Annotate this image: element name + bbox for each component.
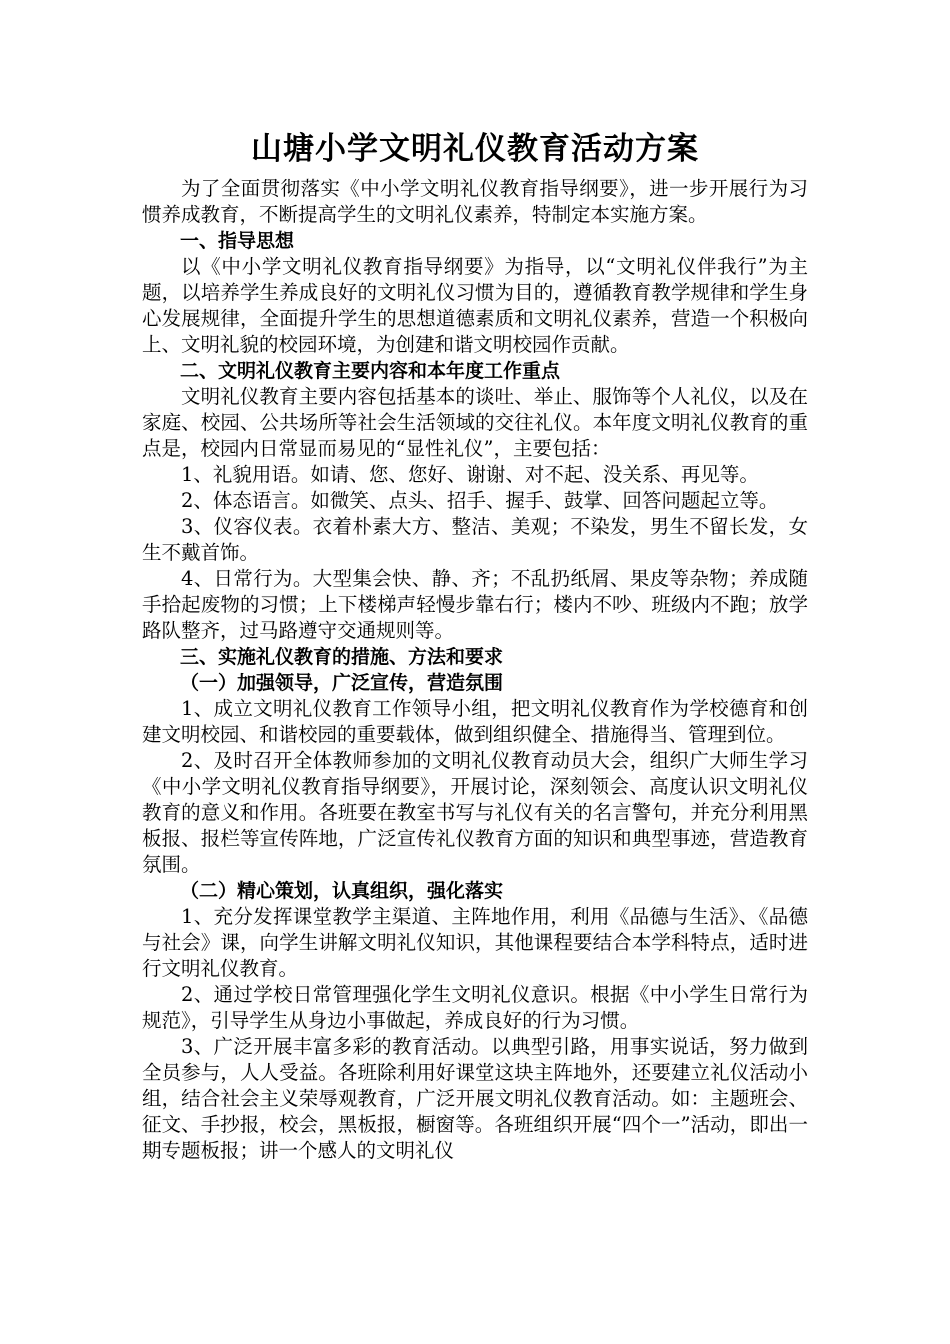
list-item-daily-behavior: 4、日常行为。大型集会快、静、齐；不乱扔纸屑、果皮等杂物；养成随手拾起废物的习惯；上下楼梯声轻慢步靠右行；楼内不吵、班级内不跑；放学路队整齐，过马路遵守交通规则等。 — [142, 567, 808, 642]
list-item-appearance: 3、仪容仪表。衣着朴素大方、整洁、美观；不染发，男生不留长发，女生不戴首饰。 — [142, 515, 808, 564]
section-heading-guiding-ideology: 一、指导思想 — [180, 230, 295, 252]
section-heading-measures: 三、实施礼仪教育的措施、方法和要求 — [180, 646, 504, 668]
list-item-mobilization-meeting: 2、及时召开全体教师参加的文明礼仪教育动员大会，组织广大师生学习《中小学文明礼仪教育指导纲要》，开展讨论，深刻领会、高度认识文明礼仪教育的意义和作用。各班要在教室书写与礼仪有关的名言警句，并充分利用黑板报、报栏等宣传阵地，广泛宣传礼仪教育方面的知识和典型事迹，营造教育氛围。 — [142, 749, 808, 876]
list-item-classroom-teaching: 1、充分发挥课堂教学主渠道、主阵地作用，利用《品德与生活》、《品德与社会》课，向学生讲解文明礼仪知识，其他课程要结合本学科特点，适时进行文明礼仪教育。 — [142, 905, 808, 980]
list-item-leadership-group: 1、成立文明礼仪教育工作领导小组，把文明礼仪教育作为学校德育和创建文明校园、和谐校园的重要载体，做到组织健全、措施得当、管理到位。 — [142, 697, 808, 746]
document-title: 山塘小学文明礼仪教育活动方案 — [251, 131, 699, 167]
list-item-activities: 3、广泛开展丰富多彩的教育活动。以典型引路，用事实说话，努力做到全员参与，人人受益。各班除利用好课堂这块主阵地外，还要建立礼仪活动小组，结合社会主义荣辱观教育，广泛开展文明礼仪教育活动。如：主题班会、征文、手抄报，校会，黑板报，橱窗等。各班组织开展“四个一”活动，即出一期专题板报；讲一个感人的文明礼仪 — [142, 1035, 808, 1162]
section-heading-main-content: 二、文明礼仪教育主要内容和本年度工作重点 — [180, 360, 561, 382]
intro-paragraph: 为了全面贯彻落实《中小学文明礼仪教育指导纲要》，进一步开展行为习惯养成教育，不断提高学生的文明礼仪素养，特制定本实施方案。 — [142, 177, 808, 226]
subsection-heading-leadership: （一）加强领导，广泛宣传，营造氛围 — [180, 672, 504, 694]
subsection-heading-planning: （二）精心策划，认真组织，强化落实 — [180, 880, 504, 902]
list-item-polite-language: 1、礼貌用语。如请、您、您好、谢谢、对不起、没关系、再见等。 — [181, 463, 759, 486]
main-content-paragraph: 文明礼仪教育主要内容包括基本的谈吐、举止、服饰等个人礼仪，以及在家庭、校园、公共场所等社会生活领域的交往礼仪。本年度文明礼仪教育的重点是，校园内日常显而易见的“显性礼仪”，主要包括： — [142, 385, 808, 460]
document-body — [142, 128, 808, 1164]
list-item-daily-management: 2、通过学校日常管理强化学生文明礼仪意识。根据《中小学生日常行为规范》，引导学生从身边小事做起，养成良好的行为习惯。 — [142, 983, 808, 1032]
list-item-body-language: 2、体态语言。如微笑、点头、招手、握手、鼓掌、回答问题起立等。 — [181, 489, 779, 512]
guiding-ideology-paragraph: 以《中小学文明礼仪教育指导纲要》为指导，以“文明礼仪伴我行”为主题，以培养学生养成良好的文明礼仪习惯为目的，遵循教育教学规律和学生身心发展规律，全面提升学生的思想道德素质和文明礼仪素养，营造一个积极向上、文明礼貌的校园环境，为创建和谐文明校园作贡献。 — [142, 255, 808, 356]
